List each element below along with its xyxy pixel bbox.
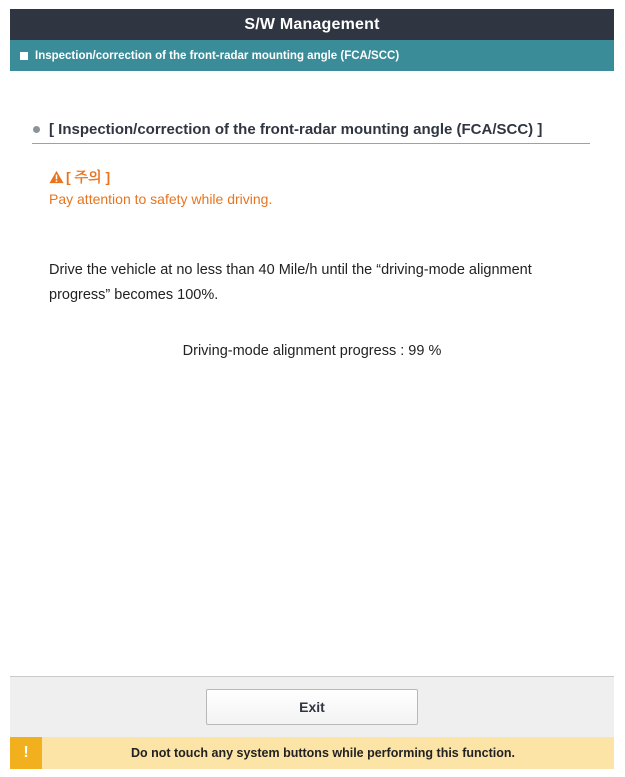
alignment-progress-label: Driving-mode alignment progress : 99 % bbox=[182, 343, 442, 359]
warning-message: Do not touch any system buttons while performing this function. bbox=[130, 746, 516, 760]
section-title: [ Inspection/correction of the front-radar mounting angle (FCA/SCC) ] bbox=[49, 120, 543, 138]
function-name: Inspection/correction of the front-radar mounting angle (FCA/SCC) bbox=[35, 49, 400, 62]
footer-bar bbox=[10, 676, 614, 737]
section-header bbox=[32, 115, 590, 144]
caution-title: [ 주의 ] bbox=[66, 169, 111, 185]
warning-triangle-icon bbox=[49, 170, 64, 184]
warning-bar bbox=[10, 737, 614, 769]
exit-button[interactable]: Exit bbox=[206, 689, 418, 725]
caution-heading bbox=[49, 167, 272, 187]
caution-block bbox=[49, 167, 272, 207]
square-bullet-icon bbox=[20, 52, 28, 60]
title-bar bbox=[10, 9, 614, 40]
exclamation-icon: ! bbox=[10, 737, 42, 769]
caution-message: Pay attention to safety while driving. bbox=[49, 191, 273, 207]
main-content bbox=[10, 71, 614, 675]
app-window bbox=[10, 9, 614, 769]
circle-bullet-icon bbox=[33, 126, 40, 133]
instruction-text: Drive the vehicle at no less than 40 Mile/h until the “driving-mode alignment progress” becomes 100%. bbox=[49, 262, 532, 303]
window-title: S/W Management bbox=[244, 15, 380, 33]
function-subheader bbox=[10, 40, 614, 71]
